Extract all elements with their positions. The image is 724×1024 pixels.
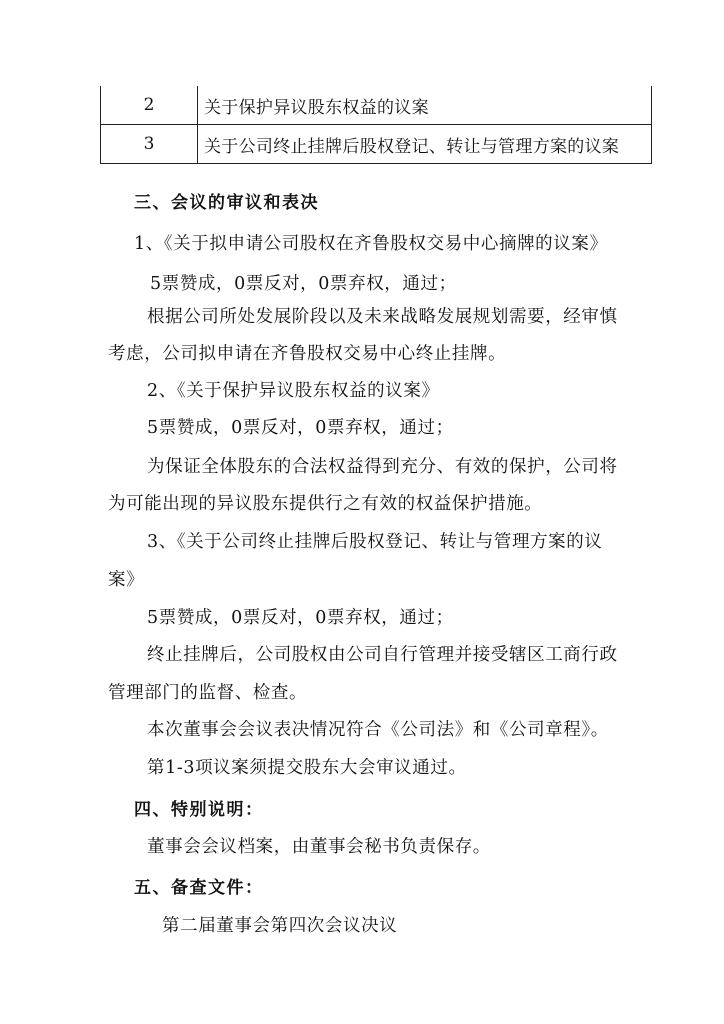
agenda-title: 关于公司终止挂牌后股权登记、转让与管理方案的议案 xyxy=(198,125,652,164)
item-3-reason-line2: 管理部门的监督、检查。 xyxy=(108,683,308,703)
item-1-reason-line2: 考虑，公司拟申请在齐鲁股权交易中心终止挂牌。 xyxy=(108,344,507,364)
item-3-title-line2: 案》 xyxy=(108,570,145,590)
item-1-reason-line1: 根据公司所处发展阶段以及未来战略发展规划需要，经审慎 xyxy=(147,307,618,327)
agenda-title: 关于保护异议股东权益的议案 xyxy=(198,86,652,125)
table-row xyxy=(101,125,652,164)
compliance-statement: 本次董事会会议表决情况符合《公司法》和《公司章程》。 xyxy=(147,720,609,740)
item-3-reason-line1: 终止挂牌后，公司股权由公司自行管理并接受辖区工商行政 xyxy=(147,645,618,665)
section-5-heading: 五、备查文件： xyxy=(134,878,264,898)
section-5-text: 第二届董事会第四次会议决议 xyxy=(162,916,398,936)
agenda-table xyxy=(100,86,652,164)
agenda-number: 2 xyxy=(101,86,198,125)
item-2-title: 2、《关于保护异议股东权益的议案》 xyxy=(147,381,440,401)
section-3-heading: 三、会议的审议和表决 xyxy=(134,193,319,213)
item-3-title-line1: 3、《关于公司终止挂牌后股权登记、转让与管理方案的议 xyxy=(147,532,603,552)
item-1-title: 1、《关于拟申请公司股权在齐鲁股权交易中心摘牌的议案》 xyxy=(134,234,608,254)
item-2-reason-line1: 为保证全体股东的合法权益得到充分、有效的保护，公司将 xyxy=(147,457,618,477)
table-row xyxy=(101,86,652,125)
submission-statement: 第1-3项议案须提交股东大会审议通过。 xyxy=(147,758,467,778)
section-4-text: 董事会会议档案，由董事会秘书负责保存。 xyxy=(147,837,491,857)
item-3-vote: 5票赞成，0票反对，0票弃权，通过； xyxy=(147,608,454,628)
agenda-number: 3 xyxy=(101,125,198,164)
item-2-reason-line2: 为可能出现的异议股东提供行之有效的权益保护措施。 xyxy=(108,494,543,514)
item-1-vote: 5票赞成，0票反对，0票弃权，通过； xyxy=(150,274,457,294)
section-4-heading: 四、特别说明： xyxy=(134,800,264,820)
item-2-vote: 5票赞成，0票反对，0票弃权，通过； xyxy=(147,418,454,438)
